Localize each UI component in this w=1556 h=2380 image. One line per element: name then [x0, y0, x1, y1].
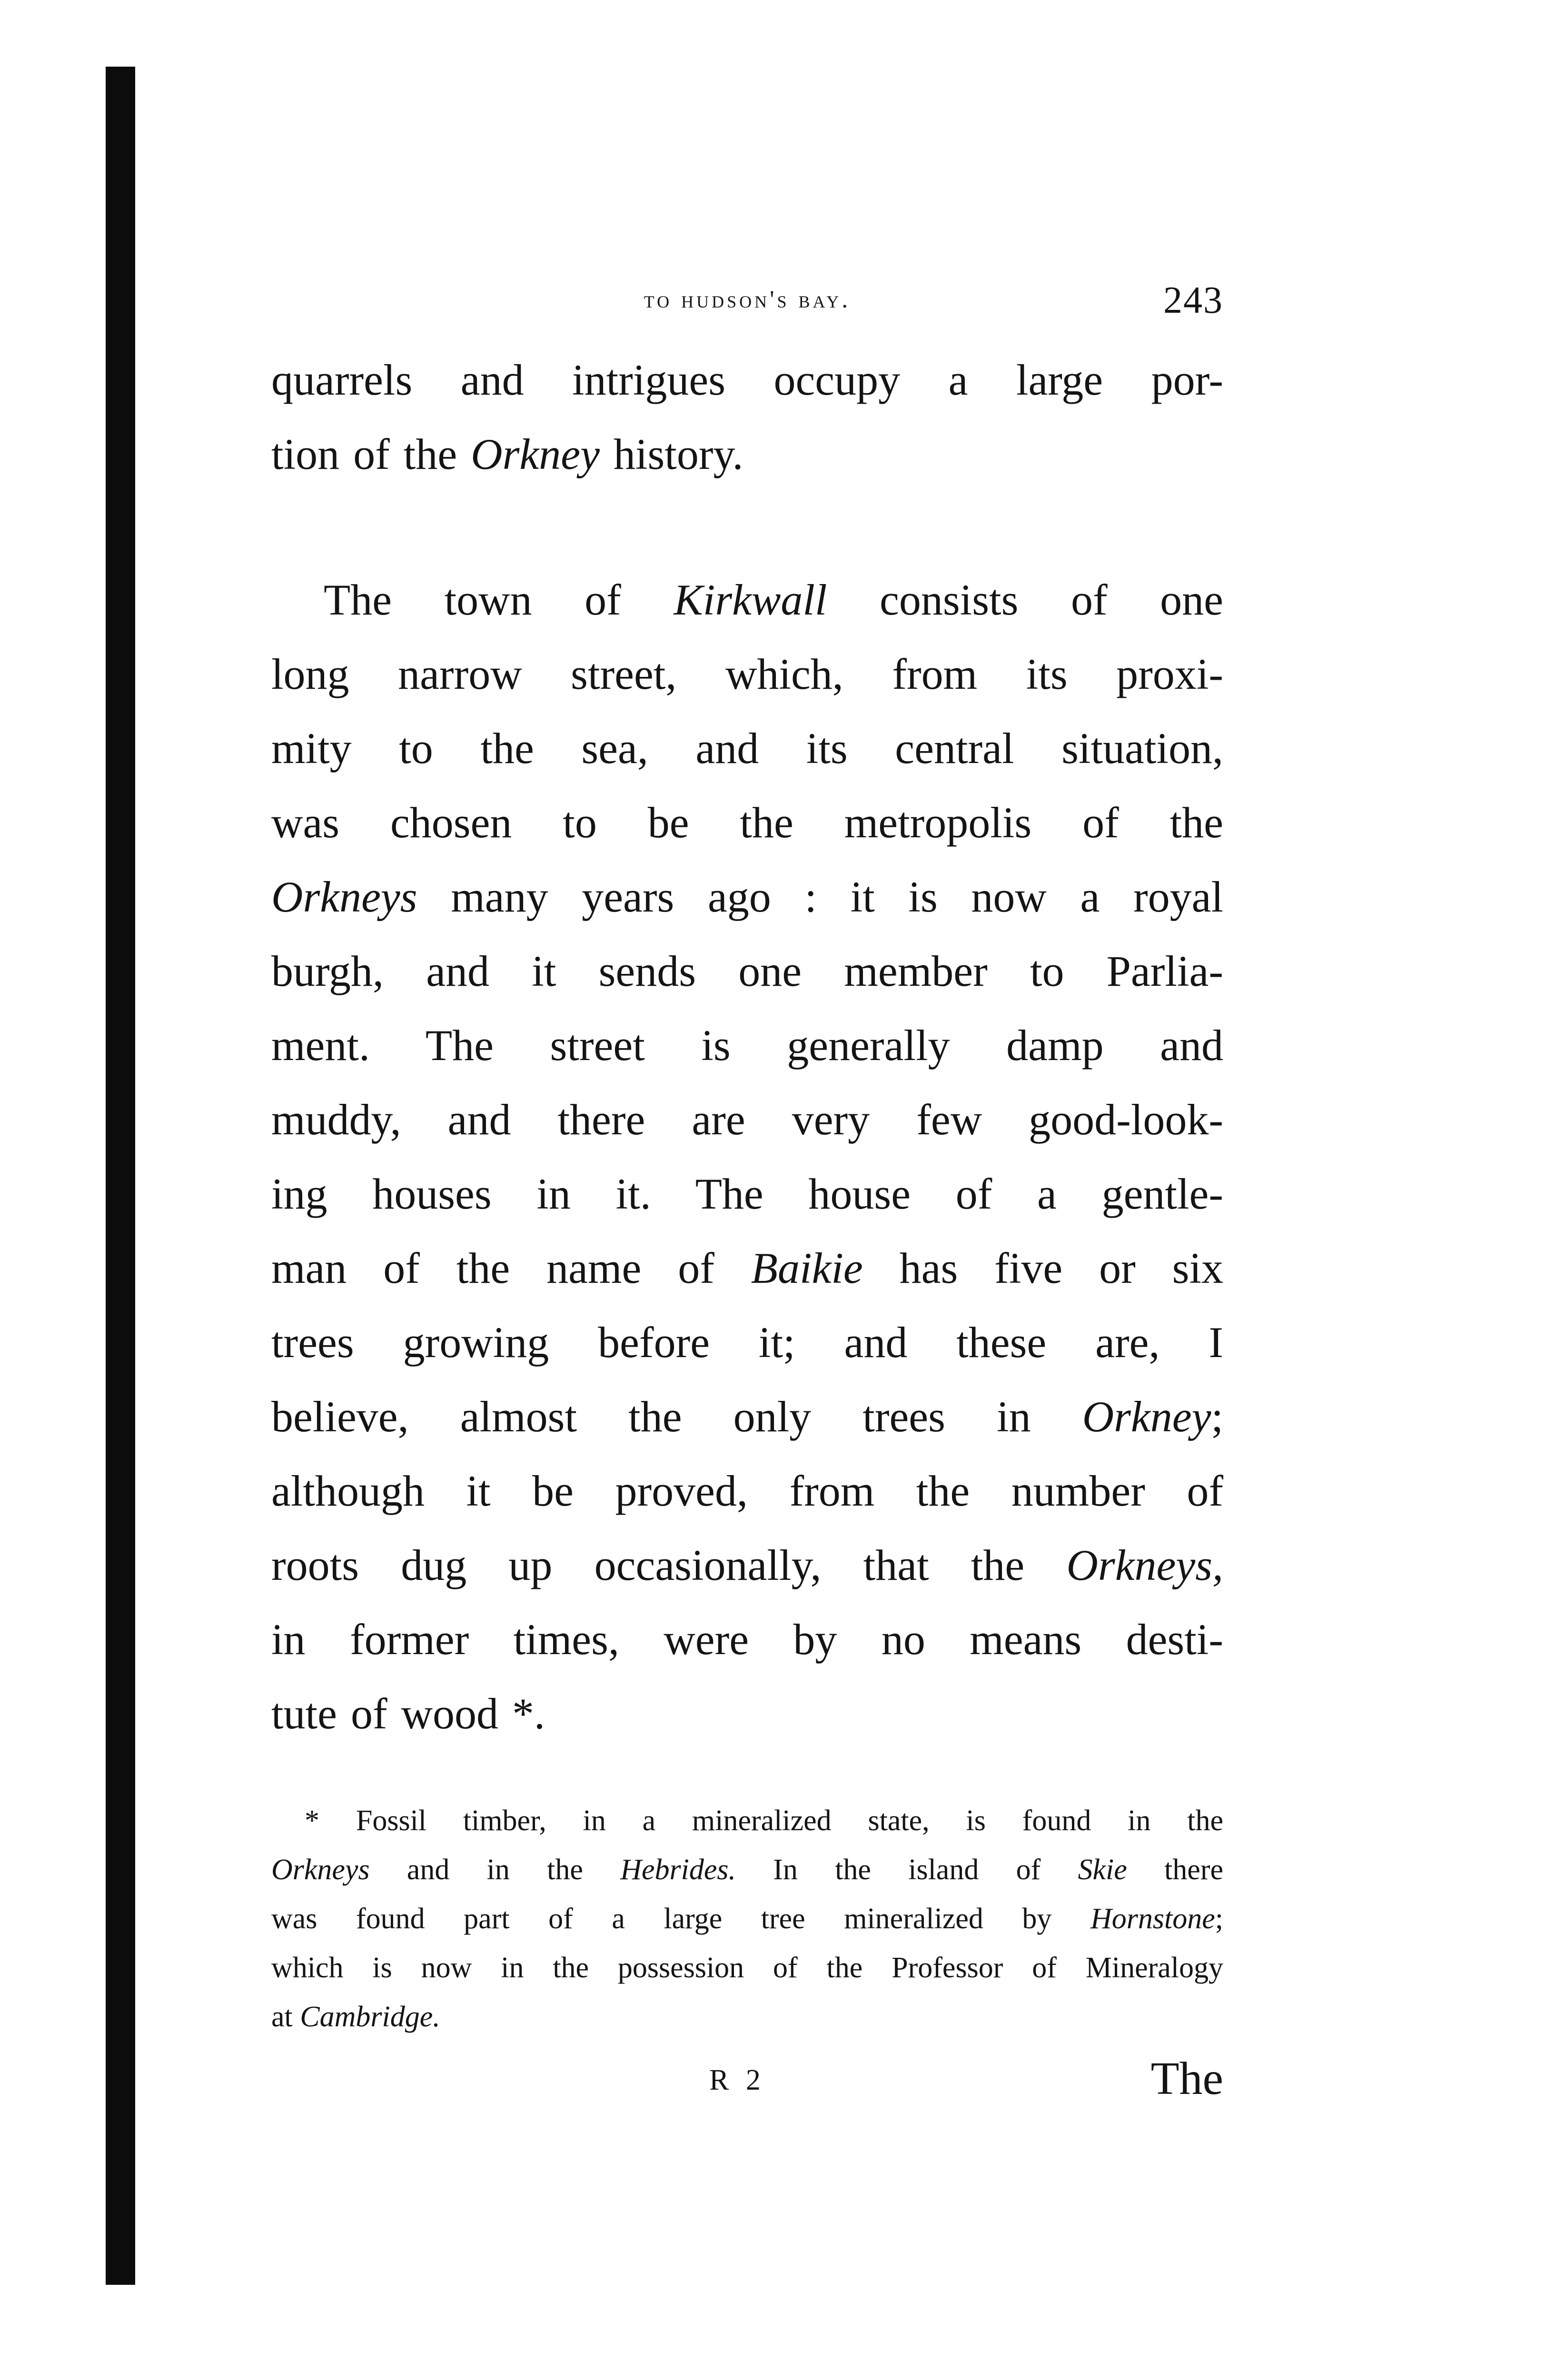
text-line: long narrow street, which, from its proxi- [271, 650, 1223, 698]
italic-place-name: Orkneys [271, 873, 417, 921]
text-line [271, 1231, 1223, 1305]
text-span: ; [1211, 1392, 1223, 1441]
text-line: trees growing before it; and these are, I [271, 1318, 1223, 1367]
italic-place-name: Kirkwall [674, 575, 827, 624]
text-line: mity to the sea, and its central situation, [271, 724, 1223, 773]
signature-mark: R 2 [709, 2064, 765, 2096]
text-line: although it be proved, from the number of [271, 1467, 1223, 1515]
footnote-line [271, 1894, 1223, 1944]
text-line: ing houses in it. The house of a gentle- [271, 1170, 1223, 1218]
text-span: has five or six [862, 1244, 1224, 1292]
text-line: quarrels and intrigues occupy a large por- [271, 356, 1223, 404]
italic-place-name: Orkney [1082, 1392, 1211, 1441]
text-span: many years ago : it is now a royal [417, 873, 1223, 921]
footnote [271, 1796, 1223, 2042]
text-line [271, 417, 1223, 491]
text-line: burgh, and it sends one member to Parlia- [271, 947, 1223, 995]
footnote-line [271, 1993, 1223, 2042]
text-line: muddy, and there are very few good-look- [271, 1095, 1223, 1144]
paragraph-gap [271, 491, 1223, 563]
text-line [271, 563, 1223, 637]
footnote-line [271, 1845, 1223, 1894]
text-span: In the island of [736, 1854, 1078, 1886]
text-span: The town of [324, 575, 674, 624]
paragraph-continuation [271, 343, 1223, 491]
running-title: to hudson's bay. [644, 286, 851, 313]
italic-place-name: Orkneys [271, 1854, 370, 1886]
text-span: roots dug up occasionally, that the [271, 1541, 1067, 1589]
italic-place-name: Cambridge. [300, 2001, 440, 2033]
text-line: in former times, were by no means desti- [271, 1615, 1223, 1664]
text-span: man of the name of [271, 1244, 751, 1292]
text-line: ment. The street is generally damp and [271, 1021, 1223, 1070]
page-footer [271, 2050, 1223, 2126]
page-number: 243 [1163, 279, 1223, 321]
text-span: ; [1215, 1903, 1223, 1935]
text-span: there [1127, 1854, 1223, 1886]
text-span: tion of the [271, 430, 471, 478]
text-span: consists of one [827, 575, 1223, 624]
text-line [271, 1528, 1223, 1602]
running-head [271, 267, 1223, 343]
italic-person-name: Baikie [751, 1244, 863, 1292]
italic-place-name: Skie [1078, 1854, 1127, 1886]
paragraph-kirkwall [271, 563, 1223, 1751]
binding-edge [106, 67, 135, 2285]
text-span: and in the [369, 1854, 621, 1886]
italic-place-name: Orkneys, [1066, 1541, 1223, 1589]
text-span: history. [599, 430, 743, 478]
text-line [271, 1379, 1223, 1454]
text-line: was chosen to be the metropolis of the [271, 798, 1223, 847]
text-line [271, 860, 1223, 934]
italic-place-name: Orkney [471, 430, 600, 478]
book-page [271, 267, 1223, 2126]
footnote-line: * Fossil timber, in a mineralized state, is found in the [305, 1805, 1223, 1837]
catchword: The [1150, 2053, 1223, 2104]
text-span: was found part of a large tree mineralized by [271, 1903, 1090, 1935]
text-line: tute of wood *. [271, 1689, 545, 1738]
text-span: believe, almost the only trees in [271, 1392, 1082, 1441]
footnote-line: which is now in the possession of the Professor of Mineralogy [271, 1952, 1223, 1984]
italic-term: Hornstone [1090, 1903, 1215, 1935]
italic-place-name: Hebrides. [620, 1854, 736, 1886]
text-span: at [271, 2001, 300, 2033]
